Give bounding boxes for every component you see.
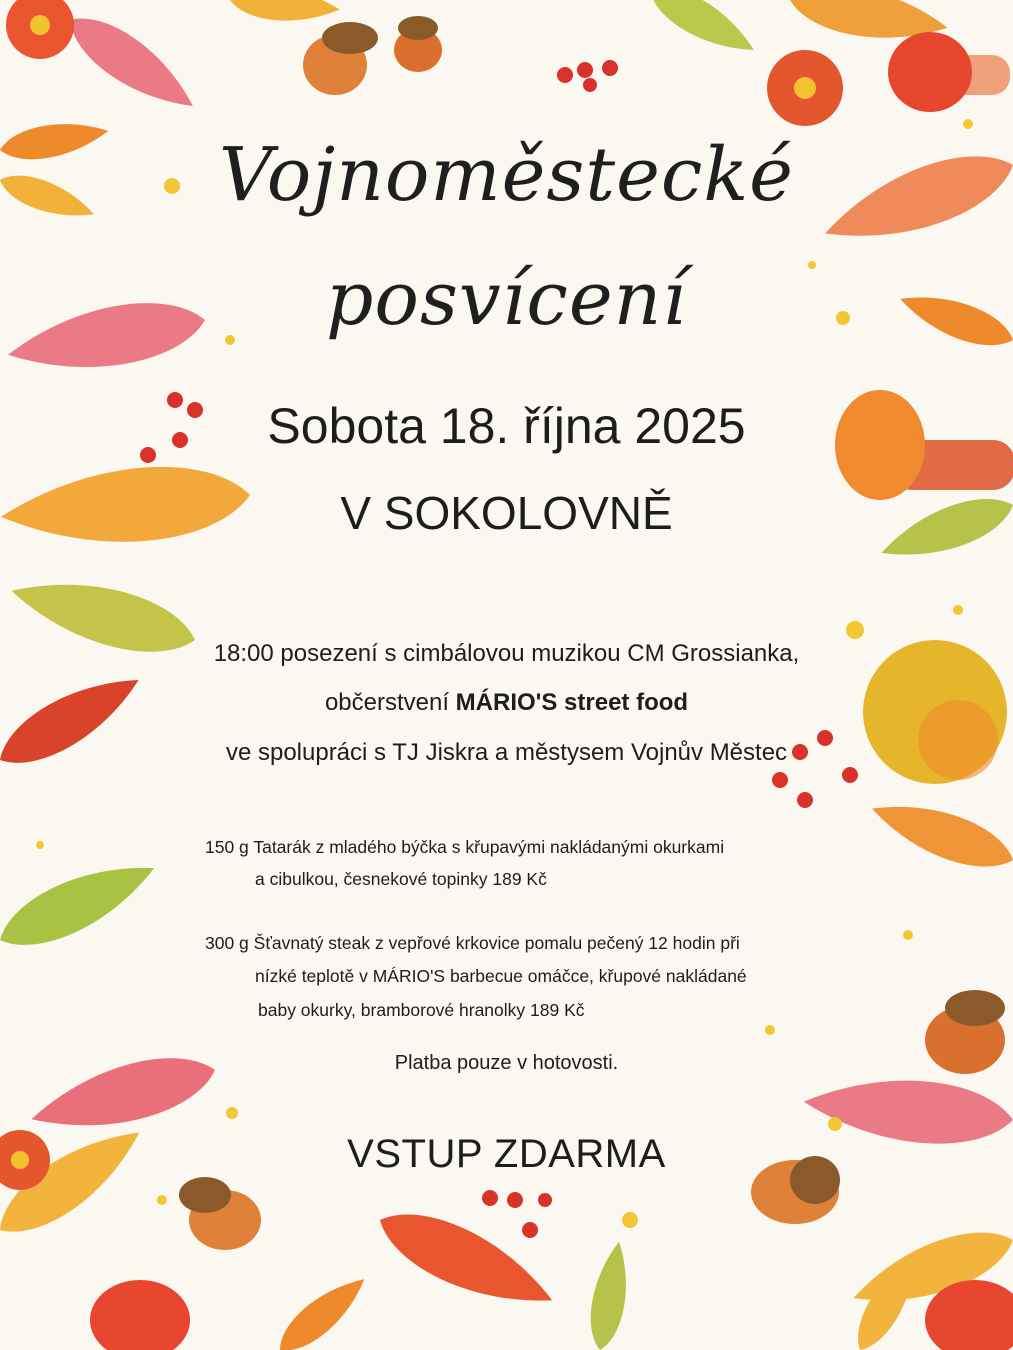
acorn-icon (179, 1177, 261, 1250)
program-line-1: 18:00 posezení s cimbálovou muzikou CM Grossianka, (213, 640, 800, 667)
food-vendor-name: MÁRIO'S street food (455, 689, 689, 716)
flower-icon (6, 0, 74, 59)
leaf-icon (641, 0, 762, 65)
berries-icon (482, 1190, 552, 1238)
entry-notice: VSTUP ZDARMA (347, 1132, 666, 1176)
acorn-icon (394, 16, 442, 72)
menu-item-2-line-3: baby okurky, bramborové hranolky 189 Kč (258, 1000, 585, 1020)
title-line-1: Vojnoměstecké (219, 132, 794, 218)
acorn-icon (303, 22, 378, 95)
leaf-icon (584, 1239, 635, 1350)
program-line-2-prefix: občerstvení (324, 689, 456, 716)
flower-icon (767, 50, 843, 126)
menu-item-2-line-2: nízké teplotě v MÁRIO'S barbecue omáčce, křupové nakládané (255, 966, 747, 986)
leaf-icon (0, 846, 165, 963)
program-line-2 (0, 686, 1013, 720)
leaf-icon (229, 0, 341, 26)
event-date: Sobota 18. října 2025 (267, 398, 746, 454)
program-line-3: ve spolupráci s TJ Jiskra a městysem Vojnův Městec (225, 739, 788, 766)
leaf-icon (57, 2, 205, 124)
menu-item-2-line-1: 300 g Šťavnatý steak z vepřové krkovice pomalu pečený 12 hodin při (205, 933, 740, 953)
title-line-2: posvícení (326, 256, 687, 342)
leaf-icon (368, 1195, 564, 1326)
event-venue: V SOKOLOVNĚ (340, 487, 673, 539)
mushroom-icon (888, 32, 1010, 112)
mushroom-icon (90, 1280, 190, 1350)
berries-icon (557, 60, 618, 92)
menu-item-1-line-1: 150 g Tatarák z mladého býčka s křupavými nakládanými okurkami (205, 837, 725, 857)
menu-item-1-line-2: a cibulkou, česnekové topinky 189 Kč (255, 869, 547, 889)
payment-note: Platba pouze v hotovosti. (394, 1052, 619, 1074)
leaf-icon (865, 788, 1013, 881)
leaf-icon (270, 1267, 375, 1350)
